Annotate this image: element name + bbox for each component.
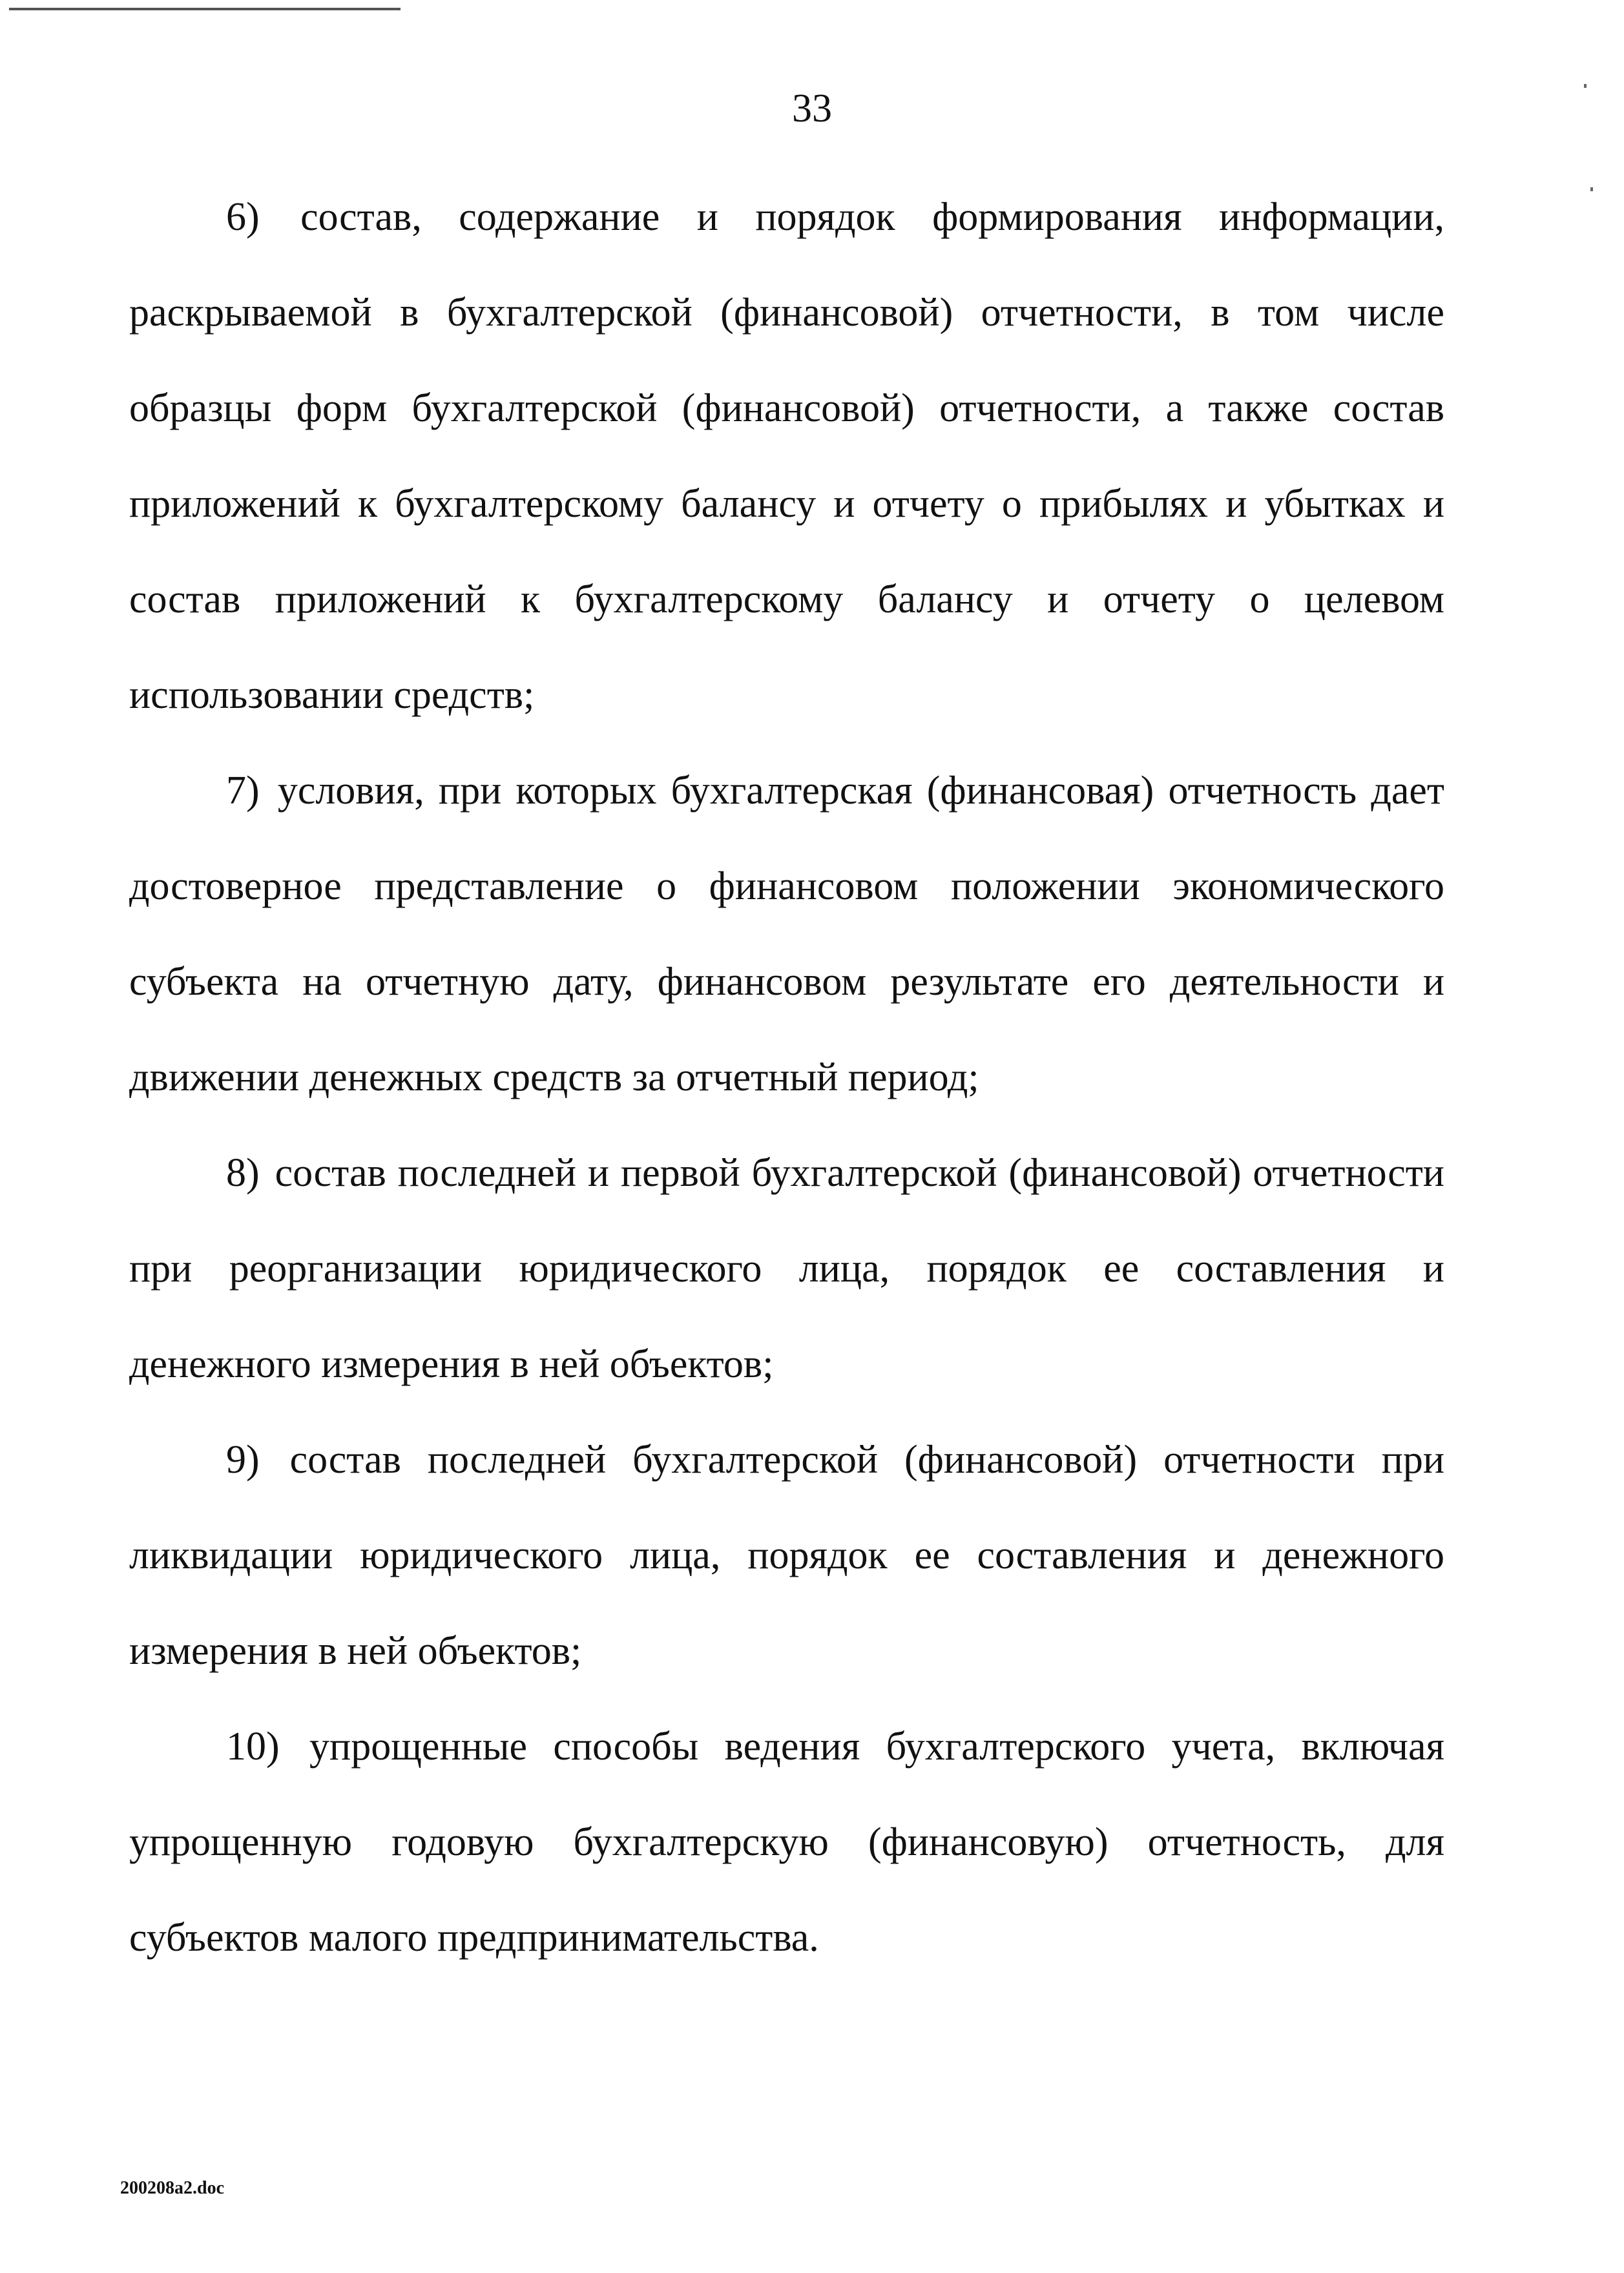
item-number: 7)	[226, 769, 260, 813]
list-item	[129, 1125, 1444, 1412]
list-item	[129, 1412, 1444, 1699]
item-text: состав, содержание и порядок формирования информации, раскрываемой в бухгалтерской (финансовой) отчетности, в том числе образцы форм бухгалтерской (финансовой) отчетности, а также состав приложений к бухгалтерскому балансу и отчету о прибылях и убытках и состав приложений к бухгалтерскому балансу и отчету о целевом использовании средств;	[129, 195, 1445, 717]
document-body	[129, 169, 1444, 1986]
list-item	[129, 1699, 1444, 1986]
item-text: состав последней бухгалтерской (финансовой) отчетности при ликвидации юридического лица, порядок ее составления и денежного измерения в ней объектов;	[129, 1438, 1445, 1673]
top-rule	[9, 8, 401, 10]
item-text: упрощенные способы ведения бухгалтерского учета, включая упрощенную годовую бухгалтерскую (финансовую) отчетность, для субъектов малого предпринимательства.	[129, 1725, 1444, 1960]
page-number: 33	[792, 87, 832, 130]
list-item	[129, 169, 1444, 743]
document-code: 200208a2.doc	[120, 2178, 224, 2198]
scan-speck	[1584, 84, 1587, 88]
item-number: 6)	[226, 195, 260, 239]
item-text: условия, при которых бухгалтерская (финансовая) отчетность дает достоверное представление о финансовом положении экономического субъекта на отчетную дату, финансовом результате его деятельности и движении денежных средств за отчетный период;	[129, 769, 1444, 1099]
list-item	[129, 743, 1444, 1125]
item-number: 9)	[226, 1438, 260, 1482]
item-text: состав последней и первой бухгалтерской (финансовой) отчетности при реорганизации юридического лица, порядок ее составления и денежного измерения в ней объектов;	[129, 1151, 1444, 1386]
scan-speck	[1590, 187, 1593, 191]
item-number: 8)	[226, 1151, 260, 1195]
item-number: 10)	[226, 1725, 280, 1769]
